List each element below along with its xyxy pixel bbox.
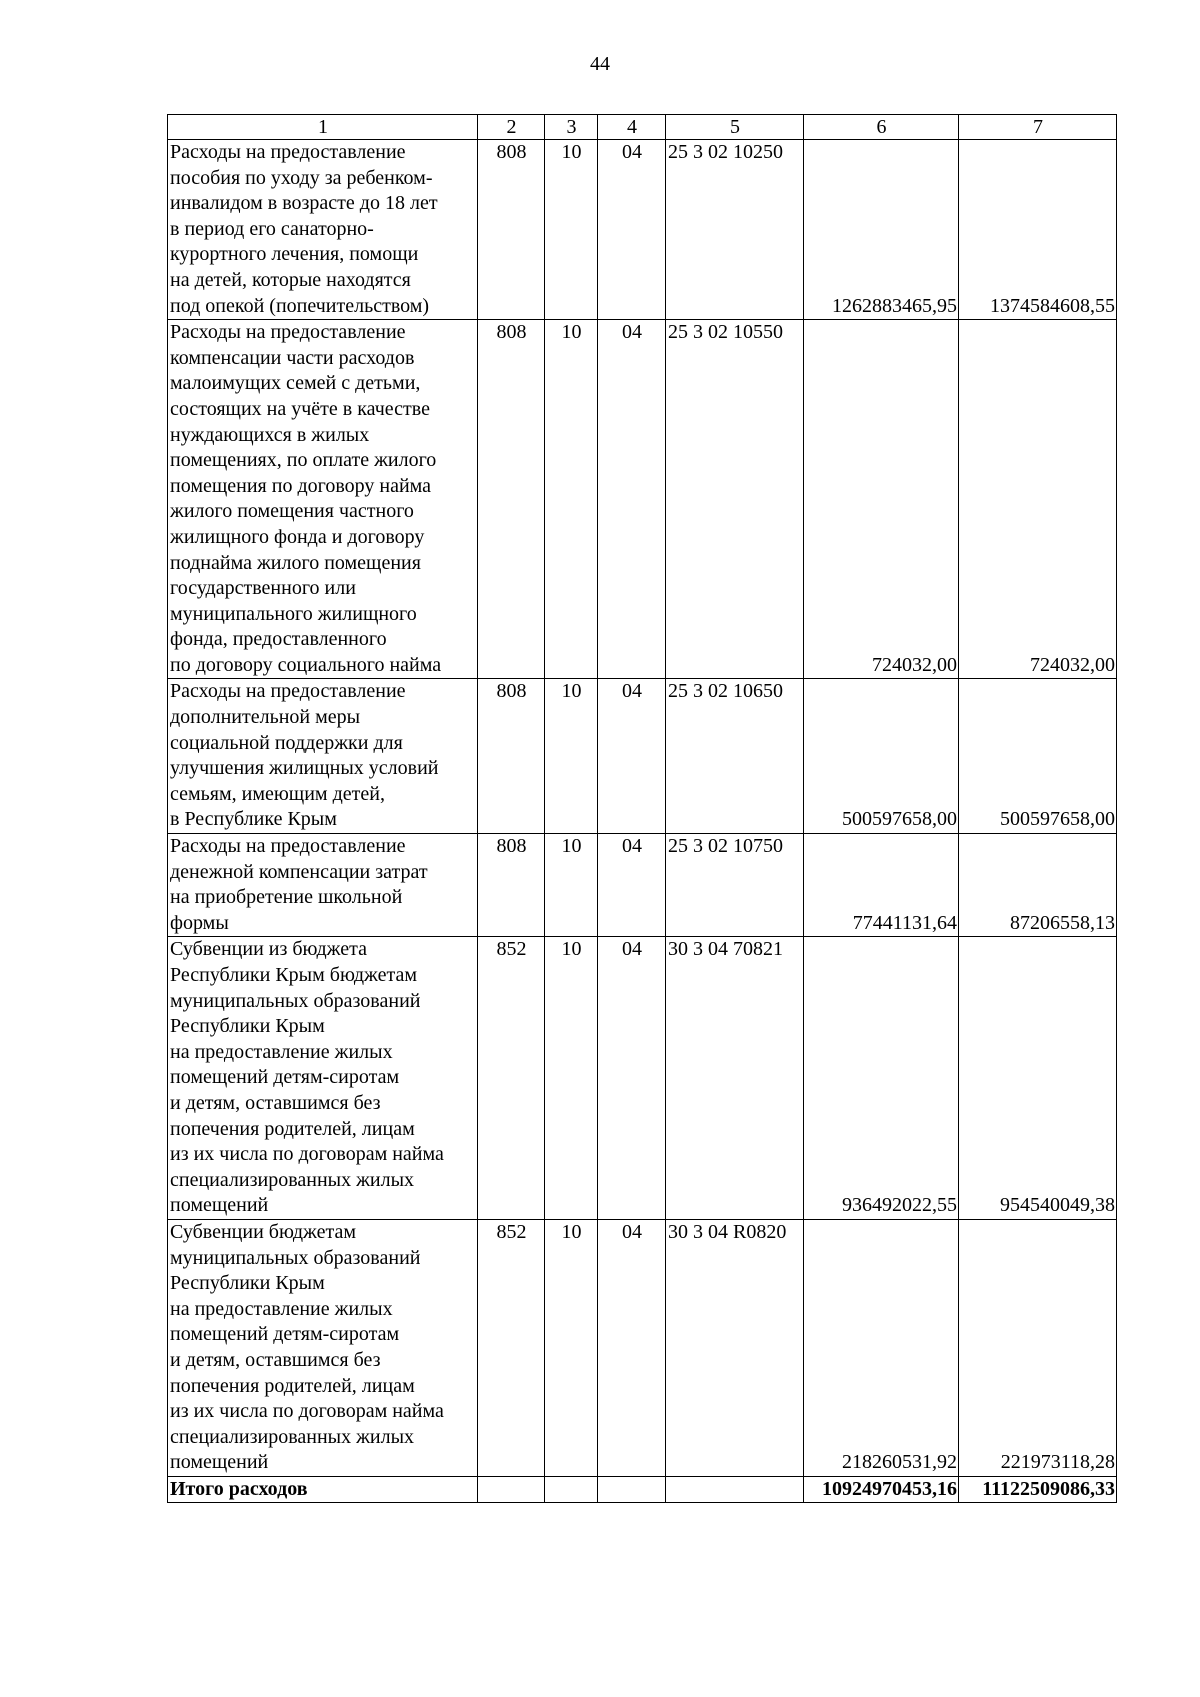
- target-article-code: 30 3 04 R0820: [666, 1219, 804, 1476]
- header-row: [168, 115, 1117, 140]
- amount-col6: 77441131,64: [804, 834, 959, 937]
- subsection-code: 04: [598, 679, 666, 834]
- empty-cell: [478, 1476, 545, 1503]
- empty-cell: [598, 1476, 666, 1503]
- target-article-code: 25 3 02 10750: [666, 834, 804, 937]
- subsection-code: 04: [598, 834, 666, 937]
- expense-description: Расходы на предоставление дополнительной меры социальной поддержки для улучшения жилищных условий семьям, имеющим детей, в Республике Крым: [168, 679, 478, 834]
- ministry-code: 808: [478, 834, 545, 937]
- amount-col6: 936492022,55: [804, 937, 959, 1220]
- expense-description: Субвенции бюджетам муниципальных образований Республики Крым на предоставление жилых помещений детям-сиротам и детям, оставшимся без попечения родителей, лицам из их числа по договорам найма специализированных жилых помещений: [168, 1219, 478, 1476]
- amount-col7: 724032,00: [959, 320, 1117, 679]
- column-header-7: 7: [959, 115, 1117, 140]
- empty-cell: [666, 1476, 804, 1503]
- subsection-code: 04: [598, 937, 666, 1220]
- amount-col6: 500597658,00: [804, 679, 959, 834]
- column-header-5: 5: [666, 115, 804, 140]
- empty-cell: [545, 1476, 598, 1503]
- total-row: [168, 1476, 1117, 1503]
- column-header-6: 6: [804, 115, 959, 140]
- expense-description: Расходы на предоставление денежной компенсации затрат на приобретение школьной формы: [168, 834, 478, 937]
- column-header-4: 4: [598, 115, 666, 140]
- expense-description: Расходы на предоставление пособия по уходу за ребенком- инвалидом в возрасте до 18 лет в период его санаторно- курортного лечения, помощи на детей, которые находятся под опекой (попечительством): [168, 140, 478, 320]
- expenses-table: [167, 114, 1117, 1503]
- total-amount-col7: 11122509086,33: [959, 1476, 1117, 1503]
- ministry-code: 808: [478, 679, 545, 834]
- amount-col7: 500597658,00: [959, 679, 1117, 834]
- section-code: 10: [545, 320, 598, 679]
- column-header-2: 2: [478, 115, 545, 140]
- amount-col6: 1262883465,95: [804, 140, 959, 320]
- column-header-1: 1: [168, 115, 478, 140]
- target-article-code: 25 3 02 10550: [666, 320, 804, 679]
- table-row: [168, 679, 1117, 834]
- total-label: Итого расходов: [168, 1476, 478, 1503]
- expense-description: Расходы на предоставление компенсации части расходов малоимущих семей с детьми, состоящих на учёте в качестве нуждающихся в жилых помещениях, по оплате жилого помещения по договору найма жилого помещения частного жилищного фонда и договору поднайма жилого помещения государственного или муниципального жилищного фонда, предоставленного по договору социального найма: [168, 320, 478, 679]
- subsection-code: 04: [598, 140, 666, 320]
- page-number: 44: [590, 53, 610, 75]
- amount-col7: 221973118,28: [959, 1219, 1117, 1476]
- subsection-code: 04: [598, 1219, 666, 1476]
- section-code: 10: [545, 679, 598, 834]
- amount-col7: 87206558,13: [959, 834, 1117, 937]
- section-code: 10: [545, 937, 598, 1220]
- amount-col6: 724032,00: [804, 320, 959, 679]
- target-article-code: 25 3 02 10250: [666, 140, 804, 320]
- table-row: [168, 140, 1117, 320]
- target-article-code: 25 3 02 10650: [666, 679, 804, 834]
- section-code: 10: [545, 834, 598, 937]
- table-row: [168, 320, 1117, 679]
- ministry-code: 852: [478, 1219, 545, 1476]
- section-code: 10: [545, 1219, 598, 1476]
- target-article-code: 30 3 04 70821: [666, 937, 804, 1220]
- expense-description: Субвенции из бюджета Республики Крым бюджетам муниципальных образований Республики Крым на предоставление жилых помещений детям-сиротам и детям, оставшимся без попечения родителей, лицам из их числа по договорам найма специализированных жилых помещений: [168, 937, 478, 1220]
- amount-col6: 218260531,92: [804, 1219, 959, 1476]
- total-amount-col6: 10924970453,16: [804, 1476, 959, 1503]
- section-code: 10: [545, 140, 598, 320]
- subsection-code: 04: [598, 320, 666, 679]
- table-row: [168, 834, 1117, 937]
- amount-col7: 1374584608,55: [959, 140, 1117, 320]
- ministry-code: 852: [478, 937, 545, 1220]
- table-row: [168, 937, 1117, 1220]
- table-row: [168, 1219, 1117, 1476]
- column-header-3: 3: [545, 115, 598, 140]
- ministry-code: 808: [478, 320, 545, 679]
- amount-col7: 954540049,38: [959, 937, 1117, 1220]
- ministry-code: 808: [478, 140, 545, 320]
